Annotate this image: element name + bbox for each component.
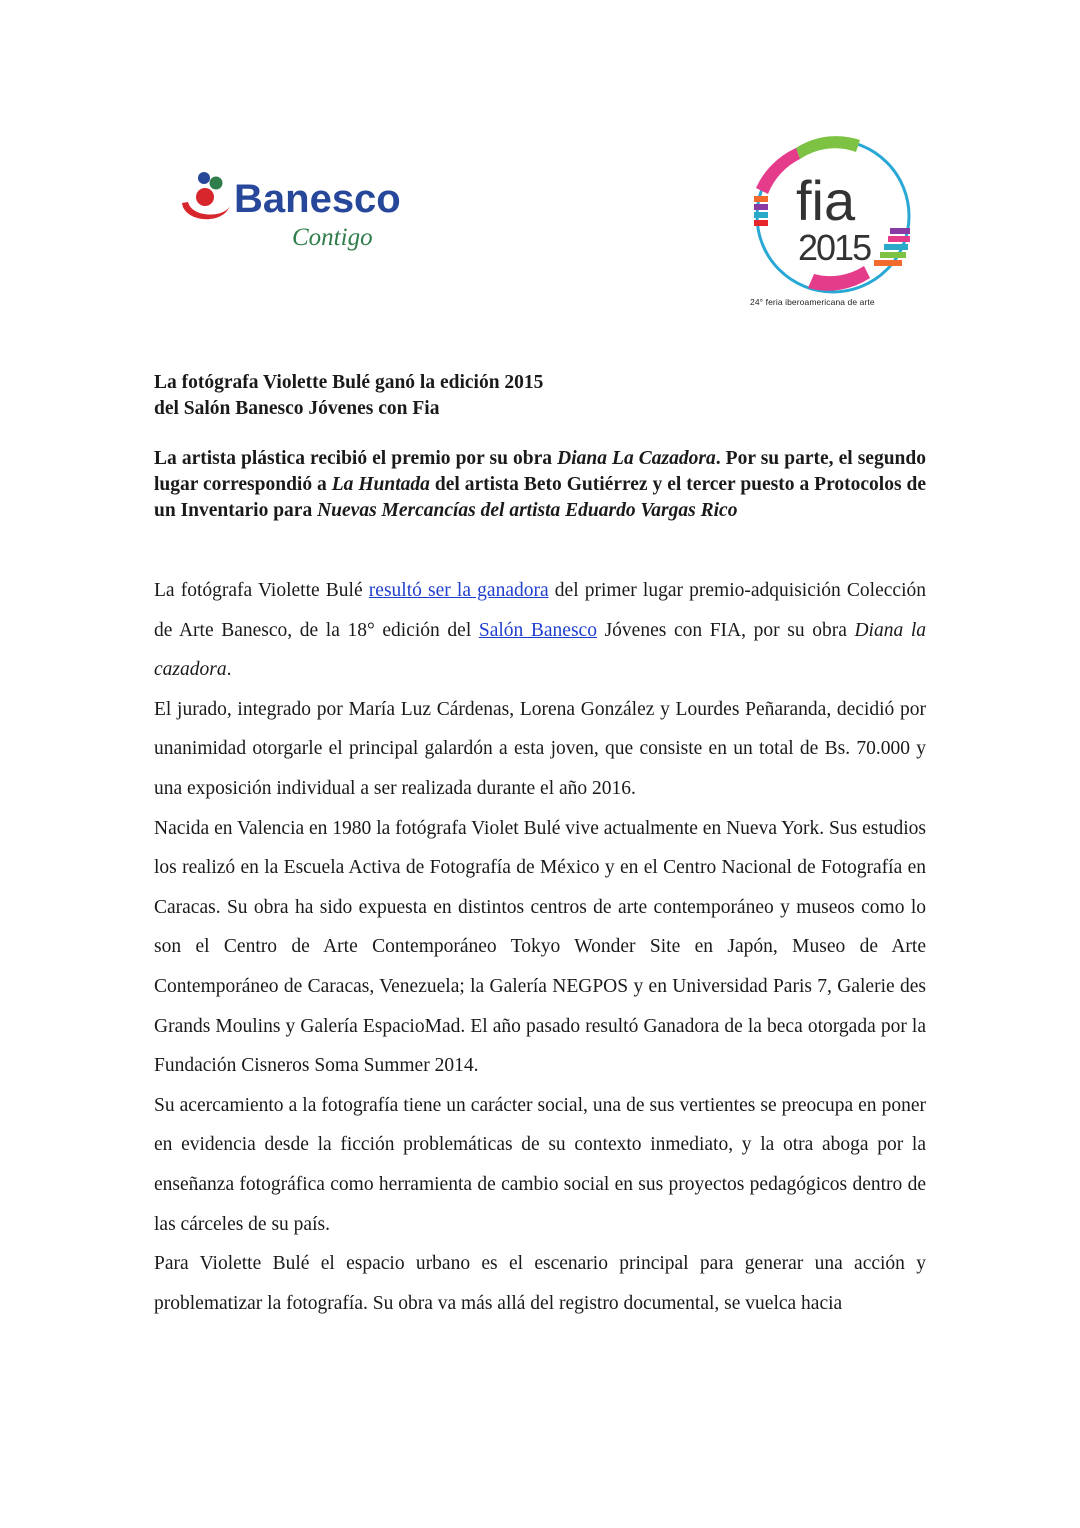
fia-year: 2015 [798,227,871,268]
subhead-artwork-3: Nuevas Mercancías del artista Eduardo Vargas Rico [317,500,738,521]
banesco-wordmark: Banesco [234,177,401,221]
fia-arc-left [756,148,800,194]
salon-banesco-link[interactable]: Salón Banesco [478,619,597,641]
press-subheading [154,446,926,524]
subhead-text-3: del artista Beto Gutiérrez y el tercer puesto a Protocolos de un Inventario para [154,474,926,521]
body-paragraph-1 [154,571,926,690]
logo-dot-red [196,188,214,206]
body-paragraph-4: Su acercamiento a la fotografía tiene un carácter social, una de sus vertientes se preocupa en poner en evidencia desde la ficción problemáticas de su contexto inmediato, y la otra aboga por la enseñanza fotográfica como herramienta de cambio social en sus proyectos pedagógicos dentro de las cárceles de su país. [154,1094,926,1235]
body-paragraph-3: Nacida en Valencia en 1980 la fotógrafa Violet Bulé vive actualmente en Nueva York. Sus estudios los realizó en la Escuela Activa de Fotografía de México y en el Centro Nacional de Fotografía en Caracas. Su obra ha sido expuesta en distintos centros de arte contemporáneo y museos como lo son el Centro de Arte Contemporáneo Tokyo Wonder Site en Japón, Museo de Arte Contemporáneo de Caracas, Venezuela; la Galería NEGPOS y en Universidad Paris 7, Galerie des Grands Moulins y Galería EspacioMad. El año pasado resultó Ganadora de la beca otorgada por la Fundación Cisneros Soma Summer 2014. [154,817,926,1077]
headline-line-2: del Salón Banesco Jóvenes con Fia [154,398,440,419]
subhead-text-1: La artista plástica recibió el premio por su obra [154,448,558,469]
subhead-text-2: . Por su parte, el segundo lugar correspondió a [154,448,926,495]
banesco-logo [178,170,448,265]
subhead-artwork-2: La Huntada [331,474,430,495]
fia-tagline: 24° feria iberoamericana de arte [750,297,875,307]
fia-text: fia [796,169,856,232]
fia-stripes-right [874,228,910,266]
fia-arc-green [796,136,860,159]
press-body [154,571,926,1323]
logo-dot-blue [198,172,210,184]
banesco-tagline: Contigo [292,224,373,251]
p1-artwork: Diana la cazadora [154,619,927,681]
p1-text-d: . [226,659,232,681]
fia-2015-logo [748,128,923,318]
body-paragraph-2: El jurado, integrado por María Luz Cárdenas, Lorena González y Lourdes Peñaranda, decidió por unanimidad otorgarle el principal galardón a esta joven, que consiste en un total de Bs. 70.000 y una exposición individual a ser realizada durante el año 2016. [154,698,926,799]
p1-text-c: Jóvenes con FIA, por su obra [596,619,855,641]
winner-link[interactable]: resultó ser la ganadora [368,580,549,601]
p1-text-a: La fotógrafa Violette Bulé [154,580,369,601]
p1-text-b: del primer lugar premio-adquisición Colección de Arte Banesco, de la 18° edición del [154,580,926,641]
press-headline [154,370,926,422]
subhead-artwork-1: Diana La Cazadora [557,448,716,469]
logo-dot-green [210,177,223,190]
body-paragraph-5: Para Violette Bulé el espacio urbano es el escenario principal para generar una acción y problematizar la fotografía. Su obra va más allá del registro documental, se vuelca hacia [154,1253,926,1314]
headline-line-1: La fotógrafa Violette Bulé ganó la edición 2015 [154,372,544,393]
